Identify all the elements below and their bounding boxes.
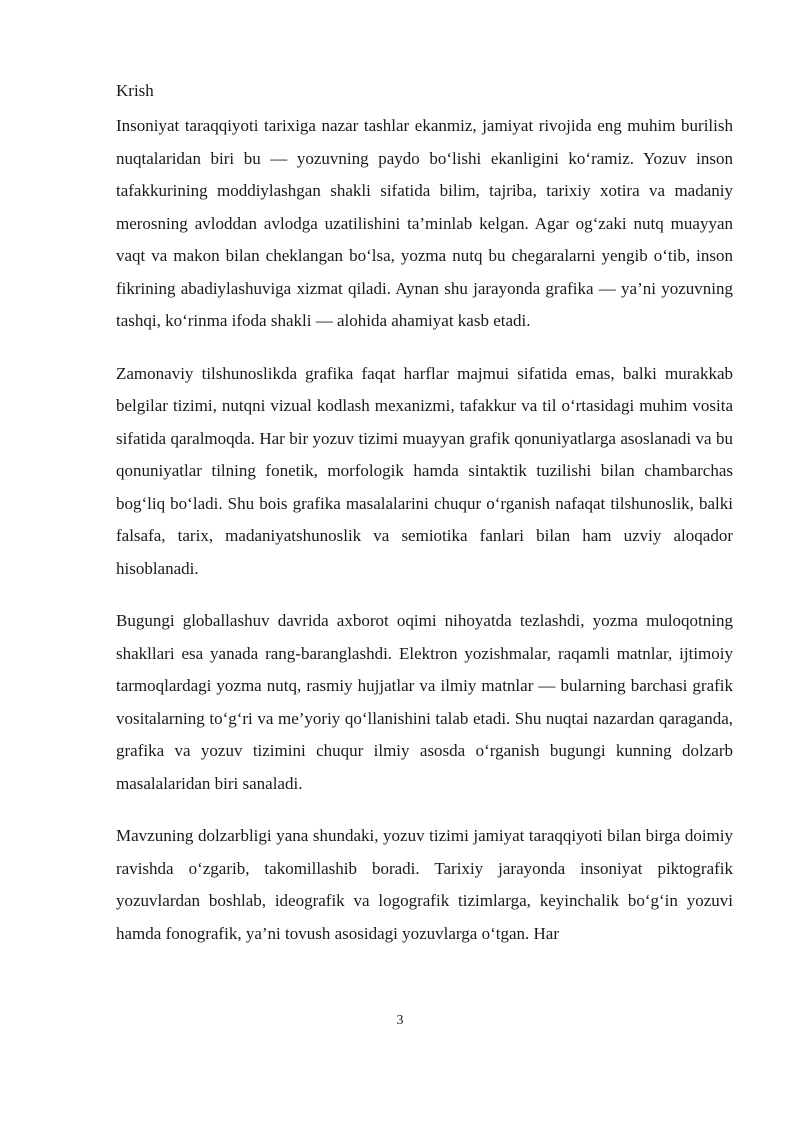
- paragraph-3: Bugungi globallashuv davrida axborot oqimi nihoyatda tezlashdi, yozma muloqotning shakllari esa yanada rang-baranglashdi. Elektron yozishmalar, raqamli matnlar, ijtimoiy tarmoqlardagi yozma nutq, rasmiy hujjatlar va ilmiy matnlar — bularning barchasi grafik vositalarning to‘g‘ri va me’yoriy qo‘llanishini talab etadi. Shu nuqtai nazardan qaraganda, grafika va yozuv tizimini chuqur ilmiy asosda o‘rganish bugungi kunning dolzarb masalalaridan biri sanaladi.: [116, 611, 733, 793]
- section-heading: Krish: [116, 81, 154, 100]
- paragraph-1: Insoniyat taraqqiyoti tarixiga nazar tashlar ekanmiz, jamiyat rivojida eng muhim burilish nuqtalaridan biri bu — yozuvning paydo bo‘lishi ekanligini ko‘ramiz. Yozuv inson tafakkurining moddiylashgan shakli sifatida bilim, tajriba, tarixiy xotira va madaniy merosning avloddan avlodga uzatilishini ta’minlab kelgan. Agar og‘zaki nutq muayyan vaqt va makon bilan cheklangan bo‘lsa, yozma nutq bu chegaralarni yengib o‘tib, inson fikrining abadiylashuviga xizmat qiladi. Aynan shu jarayonda grafika — ya’ni yozuvning tashqi, ko‘rinma ifoda shakli — alohida ahamiyat kasb etadi.: [116, 116, 733, 330]
- page-number: 3: [396, 1013, 404, 1028]
- document-body: [116, 78, 733, 970]
- paragraph-2: Zamonaviy tilshunoslikda grafika faqat harflar majmui sifatida emas, balki murakkab belgilar tizimi, nutqni vizual kodlash mexanizmi, tafakkur va til o‘rtasidagi muhim vosita sifatida qaralmoqda. Har bir yozuv tizimi muayyan grafik qonuniyatlarga asoslanadi va bu qonuniyatlar tilning fonetik, morfologik hamda sintaktik tuzilishi bilan chambarchas bog‘liq bo‘ladi. Shu bois grafika masalalarini chuqur o‘rganish nafaqat tilshunoslik, balki falsafa, tarix, madaniyatshunoslik va semiotika fanlari bilan ham uzviy aloqador hisoblanadi.: [116, 363, 733, 578]
- paragraph-4: Mavzuning dolzarbligi yana shundaki, yozuv tizimi jamiyat taraqqiyoti bilan birga doimiy ravishda o‘zgarib, takomillashib boradi. Tarixiy jarayonda insoniyat piktografik yozuvlardan boshlab, ideografik va logografik tizimlarga, keyinchalik bo‘g‘in yozuvi hamda fonografik, ya’ni tovush asosidagi yozuvlarga o‘tgan. Har: [116, 826, 733, 943]
